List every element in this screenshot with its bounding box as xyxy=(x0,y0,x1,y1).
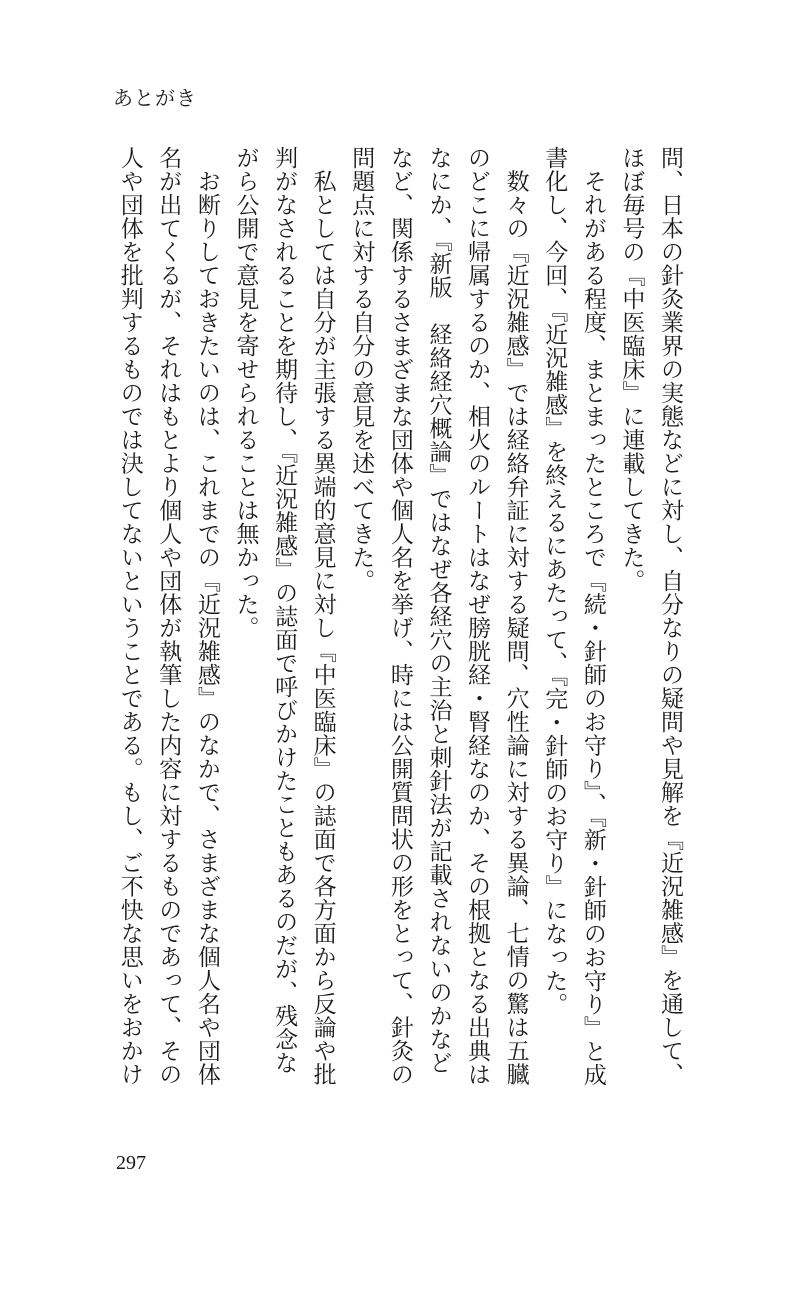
page-number: 297 xyxy=(116,1152,146,1174)
text-line: それがある程度、まとまったところで『続・針師のお守り』、『新・針師のお守り』と成 xyxy=(579,146,606,1087)
text-line: ほぼ毎号の『中医臨床』に連載してきた。 xyxy=(618,146,645,593)
text-line: 数々の『近況雑感』では経絡弁証に対する疑問、穴性論に対する異論、七情の驚は五臓 xyxy=(502,146,529,1086)
text-line: 判がなされることを期待し、『近況雑感』の誌面で呼びかけたこともあるのだが、残念な xyxy=(271,146,298,1075)
text-line: など、関係するさまざまな団体や個人名を挙げ、時には公開質問状の形をとって、針灸の xyxy=(386,146,413,1086)
text-line: 名が出てくるが、それはもとより個人や団体が執筆した内容に対するものであって、その xyxy=(155,146,182,1086)
text-line: 問題点に対する自分の意見を述べてきた。 xyxy=(348,146,375,593)
text-line: なにか、『新版 経絡経穴概論』ではなぜ各経穴の主治と刺針法が記載されないのかなど xyxy=(425,146,452,1075)
text-line: 人や団体を批判するものでは決してないということである。もし、ご不快な思いをおかけ xyxy=(116,146,143,1086)
text-line: お断りしておきたいのは、これまでの『近況雑感』のなかで、さまざまな個人名や団体 xyxy=(193,146,220,1086)
text-line: のどこに帰属するのか、相火のルートはなぜ膀胱経・腎経なのか、その根拠となる出典は xyxy=(464,146,491,1086)
body-text xyxy=(110,146,689,1116)
text-line: 問、日本の針灸業界の実態などに対し、自分なりの疑問や見解を『近況雑感』を通して、 xyxy=(657,146,683,1086)
text-line: 私としては自分が主張する異端的意見に対し『中医臨床』の誌面で各方面から反論や批 xyxy=(309,146,336,1086)
text-line: 書化し、今回、『近況雑感』を終えるにあたって、『完・針師のお守り』になった。 xyxy=(541,146,568,1016)
text-line: がら公開で意見を寄せられることは無かった。 xyxy=(232,146,259,640)
running-head-section-title: あとがき xyxy=(113,86,197,110)
